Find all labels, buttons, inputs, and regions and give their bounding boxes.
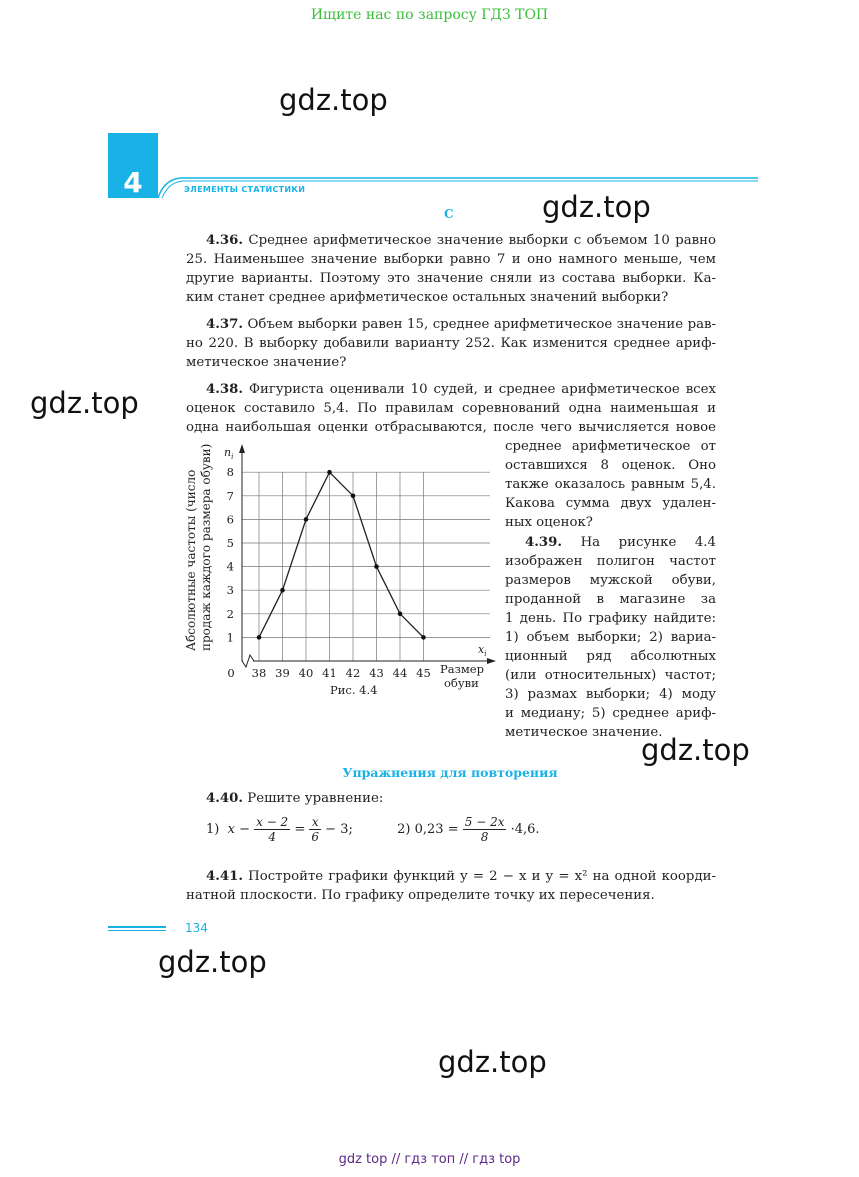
x-axis-label-line-2: обуви [444, 676, 479, 690]
chapter-title: ЭЛЕМЕНТЫ СТАТИСТИКИ [184, 185, 306, 194]
equals-sign: = [294, 822, 306, 837]
denominator: 4 [268, 830, 276, 844]
x-tick-label: 0 [227, 666, 235, 680]
review-heading: Упражнения для повторения [342, 765, 558, 780]
fraction [309, 815, 321, 844]
text-line: оставшихся 8 оценок. Оно [505, 458, 716, 473]
watermark: gdz.top [438, 1045, 547, 1079]
y-axis-symbol: $n_i$ [224, 446, 234, 461]
x-tick-labels [227, 666, 430, 680]
exercise-4-38 [186, 380, 716, 437]
watermark: gdz.top [30, 386, 139, 420]
text-line: среднее арифметическое от [505, 439, 716, 454]
text-line: ционный ряд абсолютных [505, 649, 716, 664]
frequency-polygon-chart [180, 440, 500, 710]
text-line: одна наибольшая оценки отбрасываются, после чего вычисляется новое [186, 420, 716, 435]
exercise-4-36 [186, 231, 716, 307]
data-point [398, 612, 403, 617]
numerator: 5 − 2x [464, 815, 505, 829]
figure-caption: Рис. 4.4 [330, 683, 378, 697]
text-line: изображен полигон частот [505, 554, 716, 569]
exercise-4-40 [206, 789, 606, 808]
text-line: 1 день. По графику найдите: [505, 611, 716, 626]
watermark: gdz.top [158, 945, 267, 979]
equation-term: − 3; [325, 822, 353, 837]
fraction [254, 815, 290, 844]
equation-label: 2) [397, 822, 411, 837]
equation-term: x − [227, 822, 250, 837]
y-tick-label: 8 [226, 465, 234, 480]
x-tick-label: 38 [251, 666, 267, 680]
y-axis-label-line-1: Абсолютные частоты (число [184, 469, 198, 651]
text-line: проданной в магазине за [505, 592, 716, 607]
text-line: Какова сумма двух удален- [505, 496, 716, 511]
y-tick-label: 4 [226, 559, 234, 574]
text-line: 3) размах выборки; 4) моду [505, 687, 716, 702]
y-axis-arrow [239, 444, 245, 453]
chapter-number: 4 [123, 166, 143, 199]
text-line: метическое значение. [505, 725, 663, 740]
text-line: 1) объем выборки; 2) вариа- [505, 630, 716, 645]
horizontal-gridlines [242, 472, 490, 637]
data-point [421, 635, 426, 640]
exercise-4-37 [186, 315, 716, 372]
exercise-number: 4.39. [525, 535, 563, 550]
exercise-4-39 [505, 533, 716, 742]
x-tick-label: 43 [369, 666, 384, 680]
data-point [327, 470, 332, 475]
x-axis-arrow [487, 658, 496, 664]
x-tick-label: 39 [275, 666, 290, 680]
y-axis-label-line-2: продаж каждого размера обуви) [199, 443, 213, 651]
equation-term: 0,23 = [414, 822, 459, 837]
text-line: размеров мужской обуви, [505, 573, 716, 588]
exercise-4-41 [186, 867, 716, 905]
x-axis-label-line-1: Размер [440, 662, 484, 676]
y-tick-label: 3 [226, 583, 234, 598]
exercise-number: 4.37. [206, 317, 244, 332]
text-line: другие варианты. Поэтому это значение сняли из состава выборки. Ка- [186, 271, 716, 286]
footer-links[interactable]: gdz top // гдз топ // гдз top [338, 1152, 521, 1167]
text-line: (или относительных) частот; [505, 668, 716, 683]
equation-2 [397, 815, 540, 844]
denominator: 6 [311, 830, 320, 844]
exercise-4-38-continued [505, 437, 716, 532]
text-line: Среднее арифметическое значение выборки с объемом 10 равно [248, 233, 716, 248]
footer-rule [108, 926, 166, 928]
watermark: gdz.top [542, 190, 651, 224]
data-point [280, 588, 285, 593]
footer-rule [108, 930, 166, 931]
text-line: также оказалось равным 5,4. [505, 477, 716, 492]
numerator: x − 2 [256, 815, 289, 829]
data-point [374, 564, 379, 569]
x-tick-label: 41 [322, 666, 337, 680]
equations-row [206, 815, 726, 844]
fraction [463, 815, 507, 844]
equation-term: ·4,6. [510, 822, 540, 837]
denominator: 8 [480, 830, 489, 844]
exercise-number: 4.36. [206, 233, 244, 248]
y-tick-label: 1 [226, 630, 234, 645]
text-line: ных оценок? [505, 515, 593, 530]
text-line: но 220. В выборку добавили варианту 252. Как изменится среднее ариф- [186, 336, 716, 351]
exercise-number: 4.38. [206, 382, 244, 397]
x-tick-label: 42 [345, 666, 361, 680]
equation-1 [206, 815, 357, 844]
watermark: gdz.top [641, 733, 750, 767]
section-letter: C [444, 207, 454, 221]
text-line: оценок составило 5,4. По правилам соревнований одна наименьшая и [186, 401, 716, 416]
text-line: натной плоскости. По графику определите точку их пересечения. [186, 888, 655, 903]
x-tick-label: 44 [392, 666, 408, 680]
x-axis-symbol: $x_i$ [478, 643, 487, 658]
numerator: x [309, 815, 321, 830]
data-point [304, 517, 309, 522]
data-point [351, 494, 356, 499]
text-line: Решите уравнение: [247, 791, 384, 806]
data-point [257, 635, 262, 640]
exercise-number: 4.40. [206, 791, 244, 806]
text-line: На рисунке 4.4 [580, 535, 716, 550]
text-line: Постройте графики функций y = 2 − x и y = x² на одной коорди- [248, 869, 716, 884]
y-tick-labels [227, 465, 234, 644]
y-tick-label: 7 [226, 488, 234, 503]
x-tick-label: 40 [298, 666, 314, 680]
text-line: и медиану; 5) среднее ариф- [505, 706, 716, 721]
text-line: метическое значение? [186, 355, 347, 370]
text-line: Объем выборки равен 15, среднее арифметическое значение рав- [247, 317, 716, 332]
equation-label: 1) [206, 822, 220, 837]
exercise-number: 4.41. [206, 869, 244, 884]
top-search-banner[interactable]: Ищите нас по запросу ГДЗ ТОП [310, 7, 549, 23]
y-tick-label: 2 [226, 606, 234, 621]
text-line: ким станет среднее арифметическое остальных значений выборки? [186, 290, 669, 305]
data-points [257, 470, 426, 640]
text-line: Фигуриста оценивали 10 судей, и среднее арифметическое всех [249, 382, 716, 397]
text-line: 25. Наименьшее значение выборки равно 7 и оно намного меньше, чем [186, 252, 716, 267]
y-tick-label: 6 [226, 512, 234, 527]
x-tick-label: 45 [416, 666, 431, 680]
page-number: 134 [185, 921, 208, 935]
y-tick-label: 5 [226, 536, 234, 550]
watermark: gdz.top [279, 83, 388, 117]
